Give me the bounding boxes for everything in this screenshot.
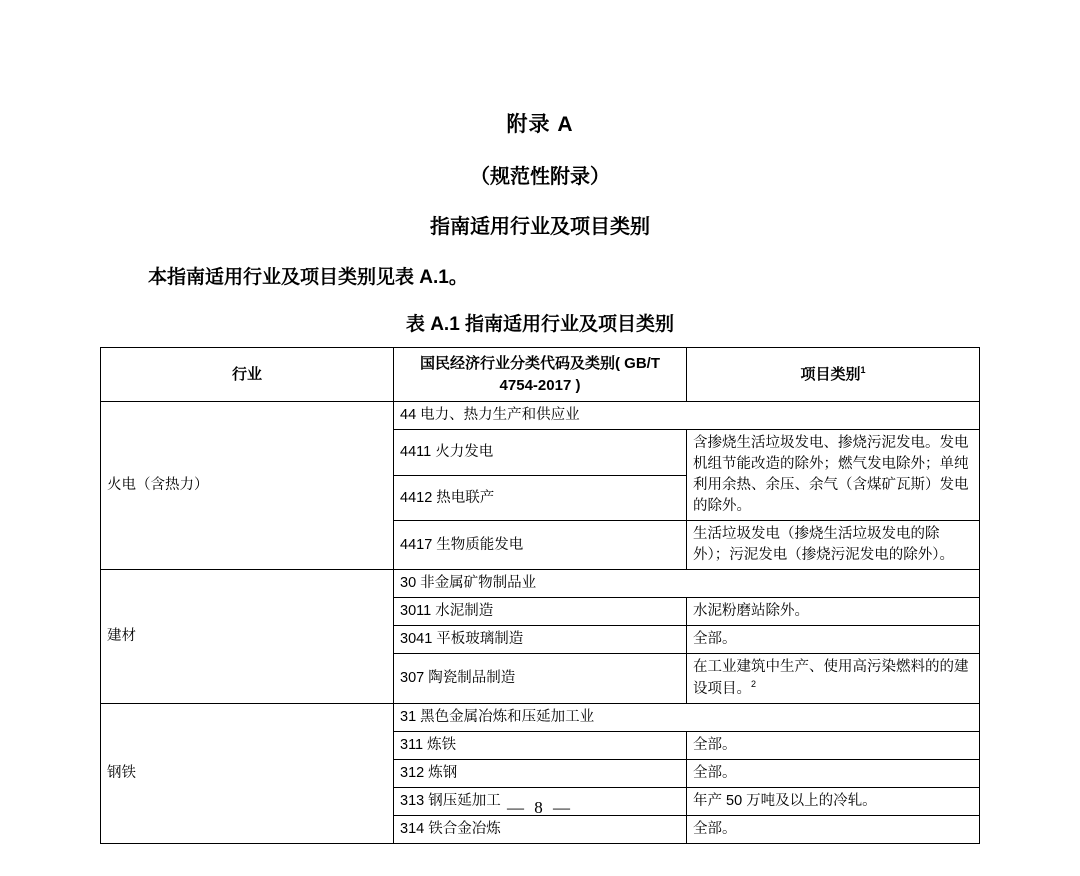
project-cell: 年产 50 万吨及以上的冷轧。	[687, 788, 980, 816]
project-text: 在工业建筑中生产、使用高污染燃料的的建设项目。	[693, 659, 969, 698]
header-sector: 行业	[101, 347, 394, 402]
table-row	[101, 570, 980, 598]
table-row	[101, 704, 980, 732]
sector-cell: 钢铁	[101, 704, 394, 844]
header-project	[687, 347, 980, 402]
page-title: 附录 A	[506, 113, 574, 136]
code-cell: 3011 水泥制造	[394, 598, 687, 626]
table-header-row	[101, 347, 980, 402]
code-cell: 4417 生物质能发电	[394, 521, 687, 570]
project-cell: 水泥粉磨站除外。	[687, 598, 980, 626]
industry-table	[100, 347, 980, 845]
sector-cell: 建材	[101, 570, 394, 704]
header-project-label: 项目类别	[800, 365, 861, 383]
project-cell	[687, 654, 980, 704]
code-cell: 3041 平板玻璃制造	[394, 626, 687, 654]
code-cell: 313 钢压延加工	[394, 788, 687, 816]
sector-cell: 火电（含热力）	[101, 402, 394, 570]
category-cell: 31 黑色金属冶炼和压延加工业	[394, 704, 980, 732]
table-row	[101, 402, 980, 430]
code-cell: 311 炼铁	[394, 732, 687, 760]
project-cell: 全部。	[687, 732, 980, 760]
code-cell: 307 陶瓷制品制造	[394, 654, 687, 704]
project-cell: 含掺烧生活垃圾发电、掺烧污泥发电。发电机组节能改造的除外；燃气发电除外；单纯利用余热、余压、余气（含煤矿瓦斯）发电的除外。	[687, 430, 980, 521]
code-cell: 4412 热电联产	[394, 475, 687, 521]
appendix-subtitle: （规范性附录）	[470, 166, 610, 189]
body-paragraph: 本指南适用行业及项目类别见表 A.1。	[148, 267, 468, 289]
appendix-heading: 指南适用行业及项目类别	[430, 216, 650, 239]
category-cell: 30 非金属矿物制品业	[394, 570, 980, 598]
header-code: 国民经济行业分类代码及类别( GB/T 4754-2017 )	[394, 347, 687, 402]
title-block	[100, 112, 980, 239]
table-caption: 表 A.1 指南适用行业及项目类别	[405, 313, 675, 335]
project-cell: 全部。	[687, 816, 980, 844]
project-cell: 全部。	[687, 626, 980, 654]
project-cell: 生活垃圾发电（掺烧生活垃圾发电的除外）；污泥发电（掺烧污泥发电的除外）。	[687, 521, 980, 570]
code-cell: 314 铁合金冶炼	[394, 816, 687, 844]
code-cell: 312 炼钢	[394, 760, 687, 788]
category-cell: 44 电力、热力生产和供应业	[394, 402, 980, 430]
header-project-footnote: 1	[860, 364, 866, 375]
document-page	[0, 112, 1080, 876]
page-number: — 8 —	[507, 798, 573, 817]
code-cell: 4411 火力发电	[394, 430, 687, 476]
project-cell: 全部。	[687, 760, 980, 788]
project-footnote: 2	[751, 679, 757, 690]
